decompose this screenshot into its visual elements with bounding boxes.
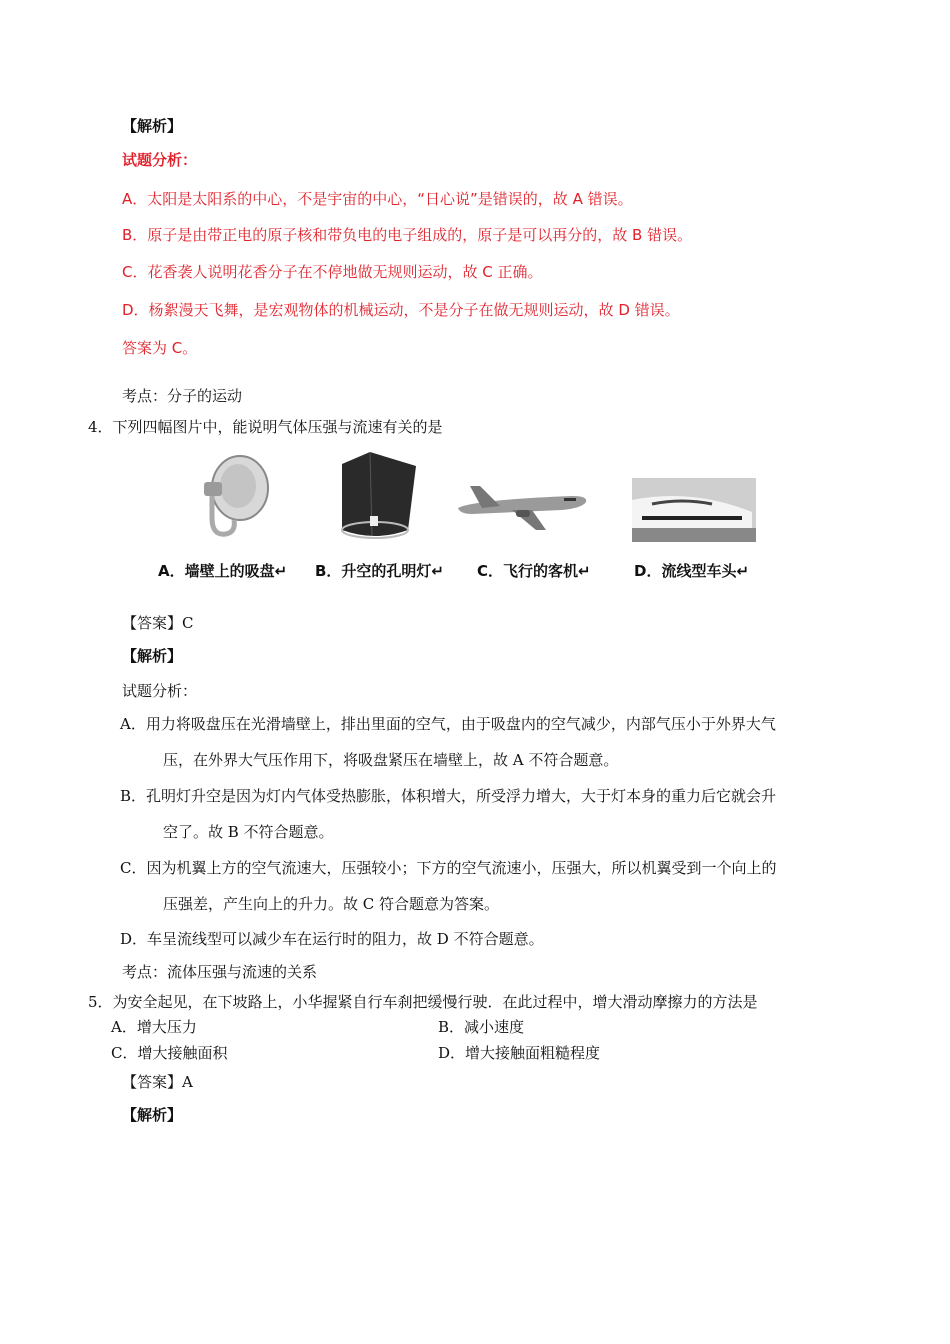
q3-line-b: B．原子是由带正电的原子核和带负电的电子组成的，原子是可以再分的，故 B 错误。 xyxy=(122,226,693,244)
q3-final-answer: 答案为 C。 xyxy=(122,339,198,357)
q3-line-d: D．杨絮漫天飞舞，是宏观物体的机械运动，不是分子在做无规则运动，故 D 错误。 xyxy=(122,301,680,319)
q4-explain-b-line1: B．孔明灯升空是因为灯内气体受热膨胀，体积增大，所受浮力增大，大于灯本身的重力后它就会升 xyxy=(120,787,777,805)
bullet-train-image xyxy=(632,478,756,542)
q5-stem: 5．为安全起见，在下坡路上，小华握紧自行车刹把缓慢行驶．在此过程中，增大滑动摩擦力的方法是 xyxy=(88,993,758,1011)
q4-kaodian: 考点：流体压强与流速的关系 xyxy=(122,963,318,981)
q4-analysis-header: 【解析】 xyxy=(122,647,183,665)
q5-option-c: C．增大接触面积 xyxy=(111,1044,228,1062)
q5-option-d: D．增大接触面粗糙程度 xyxy=(438,1044,601,1062)
sky-lantern-image xyxy=(320,448,430,548)
q3-kaodian: 考点：分子的运动 xyxy=(122,387,243,405)
q4-explain-c-line1: C．因为机翼上方的空气流速大，压强较小；下方的空气流速小，压强大，所以机翼受到一个向上的 xyxy=(120,859,777,877)
q3-line-a: A．太阳是太阳系的中心，不是宇宙的中心，“日心说”是错误的，故 A 错误。 xyxy=(122,190,633,208)
q4-answer: 【答案】C xyxy=(122,614,194,632)
airliner-image xyxy=(452,480,592,540)
q5-analysis-header: 【解析】 xyxy=(122,1106,183,1124)
q3-analysis-header: 【解析】 xyxy=(122,117,183,135)
q4-explain-c-line2: 压强差，产生向上的升力。故 C 符合题意为答案。 xyxy=(163,895,500,913)
caption-d: D．流线型车头↵ xyxy=(634,562,750,580)
q4-stem: 4．下列四幅图片中，能说明气体压强与流速有关的是 xyxy=(88,418,443,436)
q4-explain-b-line2: 空了。故 B 不符合题意。 xyxy=(163,823,334,841)
caption-c: C．飞行的客机↵ xyxy=(477,562,591,580)
q3-line-c: C．花香袭人说明花香分子在不停地做无规则运动，故 C 正确。 xyxy=(122,263,543,281)
caption-a: A．墙壁上的吸盘↵ xyxy=(158,562,288,580)
suction-cup-image xyxy=(190,448,290,548)
q4-explain-a-line1: A．用力将吸盘压在光滑墙壁上，排出里面的空气，由于吸盘内的空气减少，内部气压小于外界大气 xyxy=(120,715,776,733)
caption-b: B．升空的孔明灯↵ xyxy=(315,562,445,580)
q5-answer: 【答案】A xyxy=(122,1073,193,1091)
q4-explain-a-line2: 压，在外界大气压作用下，将吸盘紧压在墙壁上，故 A 不符合题意。 xyxy=(163,751,619,769)
q4-explain-d: D．车呈流线型可以减少车在运行时的阻力，故 D 不符合题意。 xyxy=(120,930,544,948)
q4-analysis-title: 试题分析： xyxy=(122,682,198,700)
q3-analysis-title: 试题分析： xyxy=(122,151,198,169)
q5-option-b: B．减小速度 xyxy=(438,1018,525,1036)
q5-option-a: A．增大压力 xyxy=(111,1018,197,1036)
